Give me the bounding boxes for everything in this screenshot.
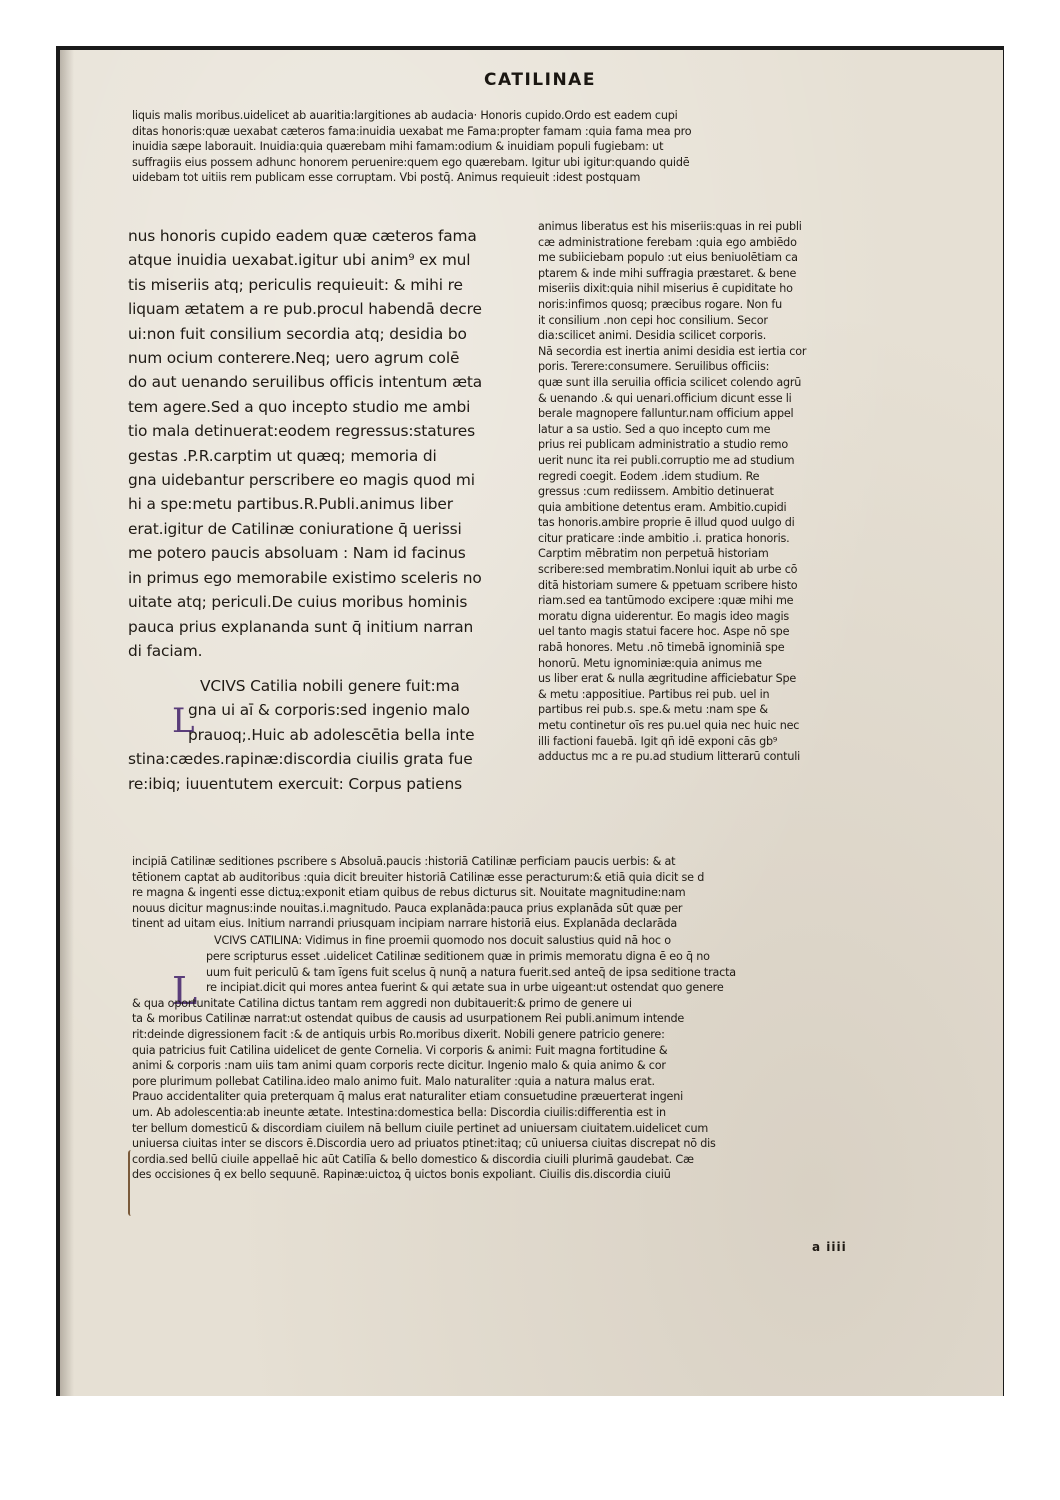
text-line: uniuersa ciuitas inter se discors ē.Discordia uero ad priuatos ptinet:itaq; cū uniuersa ciuitas discrepat nō dis [132, 1137, 716, 1151]
main-text-upper [128, 224, 530, 663]
text-line: um. Ab adolescentia:ab ineunte ætate. Intestina:domestica bella: Discordia ciuilis:differentia est in [132, 1105, 666, 1119]
lemma-heading: VCIVS CATILINA: Vidimus in fine proemii quomodo nos docuit salustius quid nā hoc o [214, 934, 671, 947]
text-line: ui:non fuit consilium secordia atq; desidia bo [128, 324, 467, 343]
text-line: prius rei publicam administratio a studio remo [538, 438, 788, 452]
text-line: erat.igitur de Catilinæ coniuratione q̄ uerissi [128, 519, 462, 538]
text-line: quia patricius fuit Catilina uidelicet de gente Cornelia. Vi corporis & animi: Fuit magna fortitudine & [132, 1043, 668, 1057]
text-line: miseriis dixit:quia nihil miserius ē cupiditate ho [538, 282, 793, 296]
text-line: cordia.sed bellū ciuile appellaē hic aūt Catilīa & bello domestico & discordia ciuili plurimā gaudebat. Cæ [132, 1152, 694, 1166]
text-line: tis miseriis atq; periculis requieuit: & mihi re [128, 275, 463, 294]
right-commentary [538, 219, 908, 765]
text-line: gna ui aī & corporis:sed ingenio malo [188, 701, 470, 720]
text-line: uitate atq; periculi.De cuius moribus hominis [128, 593, 468, 612]
text-line: tem agere.Sed a quo incepto studio me ambi [128, 397, 471, 416]
text-line: berale magnopere falluntur.nam officium appel [538, 407, 794, 421]
text-line: it consilium .non cepi hoc consilium. Secor [538, 313, 768, 327]
text-line: uidebam tot uitiis rem publicam esse corruptam. Vbi postq̄. Animus requieuit :idest postquam [132, 171, 641, 185]
text-line: citur praticare :inde ambitio .i. pratica honoris. [538, 531, 790, 545]
commentary-drop-cap: L [172, 969, 198, 1013]
running-header: CATILINAE [484, 70, 596, 90]
text-line: nus honoris cupido eadem quæ cæteros fama [128, 227, 477, 245]
text-line: ta & moribus Catilinæ narrat:ut ostendat quibus de causis ad usurpationem Rei publi.animum intende [132, 1012, 685, 1026]
text-line: nouus dicitur magnus:inde nouitas.i.magnitudo. Pauca explanāda:pauca prius explanāda sūt quæ per [132, 901, 683, 915]
text-line: noris:infimos quosq; præcibus rogare. Non fu [538, 297, 783, 311]
text-line: moratu digna uiderentur. Eo magis ideo magis [538, 609, 790, 623]
main-drop-cap: L [172, 701, 195, 741]
text-line: atque inuidia uexabat.igitur ubi anim⁹ ex mul [128, 251, 471, 270]
text-line: in primus ego memorabile existimo sceleris no [128, 568, 482, 587]
text-line: num ocium conterere.Neq; uero agrum colē [128, 349, 460, 368]
text-line: dia:scilicet animi. Desidia scilicet corporis. [538, 329, 767, 343]
text-line: illi factioni fauebā. Igit qn̄ idē exponi cās gb⁹ [538, 734, 778, 748]
text-line: me subiiciebam populo :ut eius beniuolētiam ca [538, 251, 798, 265]
text-line: me potero paucis absoluam : Nam id facinus [128, 544, 466, 563]
text-line: liquam ætatem a re pub.procul habendā decre [128, 300, 482, 319]
text-line: Nā secordia est inertia animi desidia est iertia cor [538, 344, 807, 358]
text-line: animus liberatus est his miseriis:quas in rei publi [538, 220, 802, 233]
text-line: hi a spe:metu partibus.R.Publi.animus liber [128, 495, 453, 514]
text-line: re incipiat.dicit qui mores antea fuerint & qui ætate sua in urbe uigeant:ut ostendat quo genere [206, 981, 724, 995]
bottom-commentary [132, 854, 908, 932]
text-line: des occisiones q̄ ex bello sequunē. Rapinæ:uictoꝝ q̄ uictos bonis expoliant. Ciuilis dis.discordia ciuiū [132, 1168, 671, 1182]
text-line: Prauo accidentaliter quia preterquam q̄ malus erat naturaliter etiam consuetudine præuerterat ingeni [132, 1090, 684, 1104]
page-gutter-shadow [60, 50, 74, 1396]
signature-mark: a iiii [812, 1240, 847, 1254]
top-commentary [132, 108, 908, 186]
text-line: & uenando .& qui uenari.officium dicunt esse li [538, 391, 792, 405]
text-line: uum fuit periculū & tam īgens fuit scelus q̄ nunq̄ a natura fuerit.sed anteq̄ de ipsa seditione tracta [206, 965, 736, 979]
text-line: re magna & ingenti esse dictuꝝ:exponit etiam quibus de rebus dicturus sit. Nouitate magnitudine:nam [132, 886, 686, 900]
marginal-bracket [128, 1150, 134, 1216]
text-line: inuidia sæpe laborauit. Inuidia:quia quærebam mihi famam:odium & inuidiam populi fugiebam: ut [132, 140, 664, 154]
text-line: scribere:sed membratim.Nonlui iquit ab urbe cō [538, 563, 798, 577]
text-line: di faciam. [128, 641, 203, 660]
text-line: stina:cædes.rapinæ:discordia ciuilis grata fue [128, 750, 473, 769]
text-line: quia ambitione detentus eram. Ambitio.cupidi [538, 500, 787, 514]
text-line: incipiā Catilinæ seditiones pscribere s Absoluā.paucis :historiā Catilinæ perficiam paucis uerbis: & at [132, 855, 676, 868]
text-line: ditas honoris:quæ uexabat cæteros fama:inuidia uexabat me Fama:propter famam :quia fama mea pro [132, 124, 692, 138]
text-line: poris. Terere:consumere. Seruilibus officiis: [538, 360, 770, 374]
text-line: tio mala detinuerat:eodem regressus:statures [128, 422, 475, 441]
text-line: pauca prius explananda sunt q̄ initium narran [128, 617, 474, 636]
text-line: liquis malis moribus.uidelicet ab auaritia:largitiones ab audacia· Honoris cupido.Ordo est eadem cupi [132, 109, 678, 122]
text-line: quæ sunt illa seruilia officia scilicet colendo agrū [538, 375, 802, 389]
text-line: metu continetur oīs res pu.uel quia nec huic nec [538, 719, 800, 732]
text-line: rit:deinde digressionem facit :& de antiquis urbis Ro.moribus dixerit. Nobili genere patricio genere: [132, 1027, 665, 1041]
text-line: cæ administratione ferebam :quia ego ambiēdo [538, 235, 797, 249]
text-line: pore plurimum pollebat Catilina.ideo malo animo fuit. Malo naturaliter :quia a natura malus erat. [132, 1074, 655, 1088]
text-line: latur a sa ustio. Sed a quo incepto cum me [538, 422, 771, 436]
text-line: gna uidebantur perscribere eo magis quod mi [128, 471, 475, 490]
text-line: regredi coegit. Eodem .idem studium. Re [538, 469, 760, 483]
text-line: suffragiis eius possem adhunc honorem peruenire:quem ego quærebam. Igitur ubi igitur:quando quidē [132, 155, 690, 169]
text-line: rabā honores. Metu .nō timebā ignominiā spe [538, 641, 785, 655]
text-line: ter bellum domesticū & discordiam ciuilem nā bellum ciuile pertinet ad uniuersam ciuitatem.uidelicet cum [132, 1121, 709, 1135]
text-line: uerit nunc ita rei publi.corruptio me ad studium [538, 453, 795, 467]
text-line: adductus mc a re pu.ad studium litterarū contuli [538, 750, 801, 764]
text-line: re:ibiq; iuuentutem exercuit: Corpus patiens [128, 774, 462, 793]
text-line: uel tanto magis statui facere hoc. Aspe nō spe [538, 625, 790, 639]
text-line: Carptim mēbratim non perpetuā historiam [538, 547, 769, 561]
text-line: prauoq;.Huic ab adolescētia bella inte [188, 725, 475, 744]
text-line: tinent ad uitam eius. Initium narrandi priusquam incipiam narrare historiā eius. Explanāda declarāda [132, 917, 678, 931]
text-line: & metu :appositiue. Partibus rei pub. uel in [538, 687, 770, 701]
text-line: tas honoris.ambire proprie ē illud quod uulgo di [538, 516, 795, 530]
text-line: partibus rei pub.s. spe.& metu :nam spe & [538, 703, 768, 717]
text-line: honorū. Metu ignominiæ:quia animus me [538, 656, 762, 670]
text-line: ptarem & inde mihi suffragia præstaret. & bene [538, 266, 797, 280]
text-line: us liber erat & nulla ægritudine afficiebatur Spe [538, 672, 797, 686]
main-text-lower [128, 674, 530, 796]
text-line: riam.sed ea tantūmodo excipere :quæ mihi me [538, 594, 794, 608]
text-line: ditā historiam sumere & ppetuam scribere histo [538, 578, 798, 592]
text-line: gressus :cum rediissem. Ambitio detinuerat [538, 485, 774, 499]
text-line: do aut uenando seruilibus officis intentum æta [128, 373, 483, 392]
lemma-commentary [132, 949, 908, 1183]
text-line: animi & corporis :nam uiis tam animi quam corporis recte dicitur. Ingenio malo & quia animo & cor [132, 1059, 666, 1073]
text-line: VCIVS Catilia nobili genere fuit:ma [200, 677, 460, 695]
text-line: tētionem captat ab auditoribus :quia dicit breuiter historiā Catilinæ esse peracturum:& etiā quia dicit se d [132, 870, 705, 884]
text-line: & qua oportunitate Catilina dictus tantam rem aggredi non dubitauerit:& primo de genere ui [132, 996, 632, 1010]
text-line: pere scripturus esset .uidelicet Catilinæ seditionem quæ in primis memoratu digna ē eo q̄ no [206, 950, 710, 963]
text-line: gestas .P.R.carptim ut quæq; memoria di [128, 446, 437, 465]
